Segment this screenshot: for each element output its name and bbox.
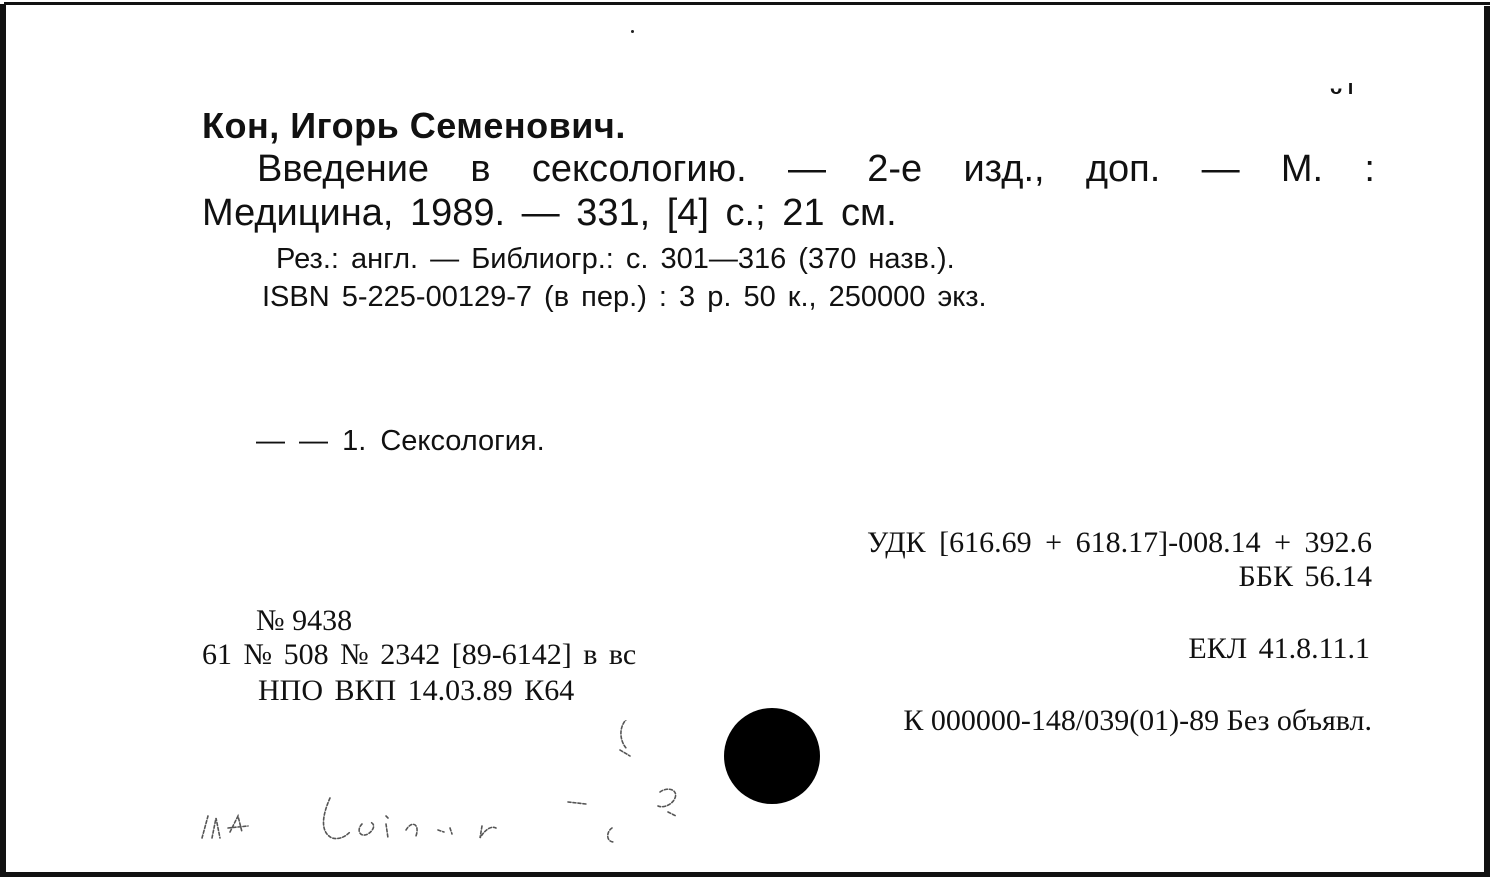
k-index-line: К 000000-148/039(01)-89 Без объявл. — [903, 704, 1372, 737]
title-word: — — [787, 148, 826, 190]
title-word: изд., — [963, 148, 1045, 190]
pencil-handwriting — [190, 720, 710, 860]
subject-heading: — — 1. Сексология. — [256, 425, 545, 457]
punch-hole — [724, 708, 820, 804]
author-heading: Кон, Игорь Семенович. — [202, 105, 626, 146]
card-border-bottom — [0, 872, 1490, 877]
isbn-note: ISBN 5-225-00129-7 (в пер.) : 3 р. 50 к., 250000 экз. — [262, 281, 987, 313]
title-line-1 — [257, 150, 1375, 188]
card-border-right — [1484, 6, 1490, 876]
publisher-line: НПО ВКП 14.03.89 К64 — [258, 674, 575, 707]
bbk-code: ББК 56.14 — [1238, 560, 1372, 593]
udk-code: УДК [616.69 + 618.17]-008.14 + 392.6 — [867, 526, 1372, 559]
card-border-top — [4, 2, 1490, 5]
title-word: 2-е — [867, 148, 923, 190]
card-border-left — [0, 4, 6, 877]
title-word: сексологию. — [531, 148, 747, 190]
title-word: М. — [1280, 148, 1324, 190]
print-line: 61 № 508 № 2342 [89-6142] в вс — [202, 638, 637, 671]
corner-mark: ᴗ ı — [1330, 77, 1354, 99]
title-word: доп. — [1085, 148, 1161, 190]
title-word: — — [1201, 148, 1240, 190]
ink-speck — [631, 30, 634, 33]
title-word: Введение — [257, 148, 430, 190]
summary-note: Рез.: англ. — Библиогр.: с. 301—316 (370 назв.). — [276, 243, 955, 275]
title-word: в — [470, 148, 491, 190]
title-line-2: Медицина, 1989. — 331, [4] с.; 21 см. — [202, 192, 897, 234]
order-number: № 9438 — [256, 604, 353, 637]
ekl-code: ЕКЛ 41.8.11.1 — [1188, 632, 1370, 665]
title-word: : — [1364, 148, 1375, 190]
